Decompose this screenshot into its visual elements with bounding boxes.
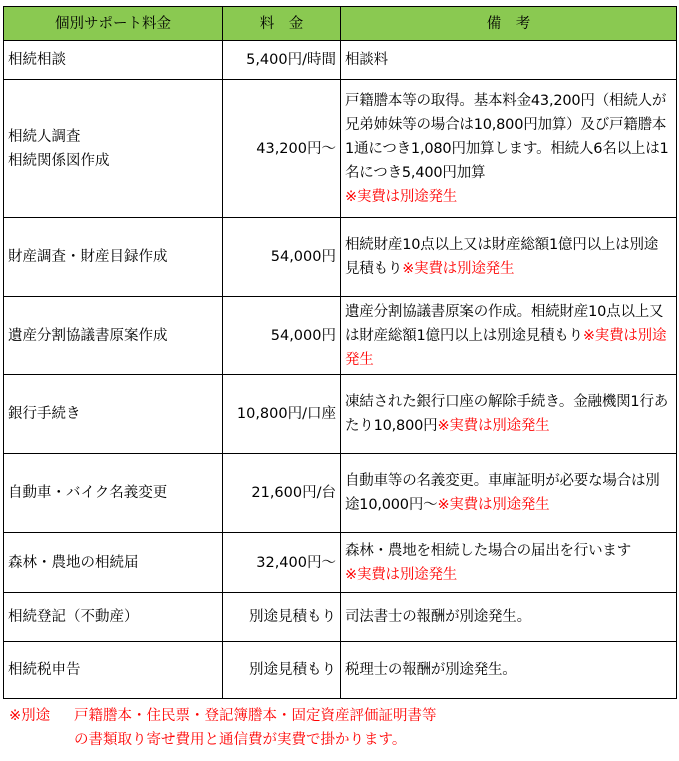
service-note: 司法書士の報酬が別途発生。 [341,593,677,642]
table-row [4,80,677,218]
service-name: 相続登記（不動産） [4,593,223,642]
table-row [4,218,677,297]
service-name: 財産調査・財産目録作成 [4,218,223,297]
service-name: 相続相談 [4,41,223,80]
footnote-label: ※別途 [9,708,51,724]
service-name: 自動車・バイク名義変更 [4,454,223,533]
table-row [4,454,677,533]
service-note: 自動車等の名義変更。車庫証明が必要な場合は別途10,000円～※実費は別途発生 [341,454,677,533]
service-note: 相談料 [341,41,677,80]
service-note: 戸籍謄本等の取得。基本料金43,200円（相続人が兄弟姉妹等の場合は10,800円加算）及び戸籍謄本1通につき1,080円加算します。相続人6名以上は1名につき5,400円加算 ※実費は別途発生 [341,80,677,218]
service-name: 森林・農地の相続届 [4,533,223,593]
footnote-line-2: の書類取り寄せ費用と通信費が実費で掛かります。 [74,732,407,748]
actual-cost-note: ※実費は別途発生 [437,418,550,434]
service-name: 遺産分割協議書原案作成 [4,297,223,375]
service-note: 遺産分割協議書原案の作成。相続財産10点以上又は財産総額1億円以上は別途見積もり※実費は別途発生 [341,297,677,375]
service-note: 相続財産10点以上又は財産総額1億円以上は別途見積もり※実費は別途発生 [341,218,677,297]
actual-cost-note: ※実費は別途発生 [345,566,458,583]
table-row [4,375,677,454]
fee-table [3,6,677,699]
table-row [4,642,677,699]
service-fee: 10,800円/口座 [223,375,341,454]
service-name: 銀行手続き [4,375,223,454]
footnote-line-1: 戸籍謄本・住民票・登記簿謄本・固定資産評価証明書等 [74,708,437,724]
table-row [4,533,677,593]
service-fee: 32,400円～ [223,533,341,593]
actual-cost-note: ※実費は別途発生 [437,497,550,513]
service-note: 凍結された銀行口座の解除手続き。金融機関1行あたり10,800円※実費は別途発生 [341,375,677,454]
service-fee: 54,000円 [223,218,341,297]
service-name: 相続税申告 [4,642,223,699]
actual-cost-note: ※実費は別途発生 [345,327,667,368]
service-name: 相続人調査 相続関係図作成 [4,80,223,218]
actual-cost-note: ※実費は別途発生 [345,188,458,205]
footnote [9,704,437,752]
actual-cost-note: ※実費は別途発生 [402,261,515,277]
service-note: 税理士の報酬が別途発生。 [341,642,677,699]
table-row [4,593,677,642]
header-fee: 料 金 [223,7,341,41]
service-fee: 54,000円 [223,297,341,375]
table-row [4,297,677,375]
service-fee: 5,400円/時間 [223,41,341,80]
header-service: 個別サポート料金 [4,7,223,41]
table-header-row [4,7,677,41]
service-fee: 別途見積もり [223,593,341,642]
service-fee: 21,600円/台 [223,454,341,533]
service-fee: 43,200円～ [223,80,341,218]
table-row [4,41,677,80]
header-notes: 備 考 [341,7,677,41]
service-fee: 別途見積もり [223,642,341,699]
service-note: 森林・農地を相続した場合の届出を行います ※実費は別途発生 [341,533,677,593]
